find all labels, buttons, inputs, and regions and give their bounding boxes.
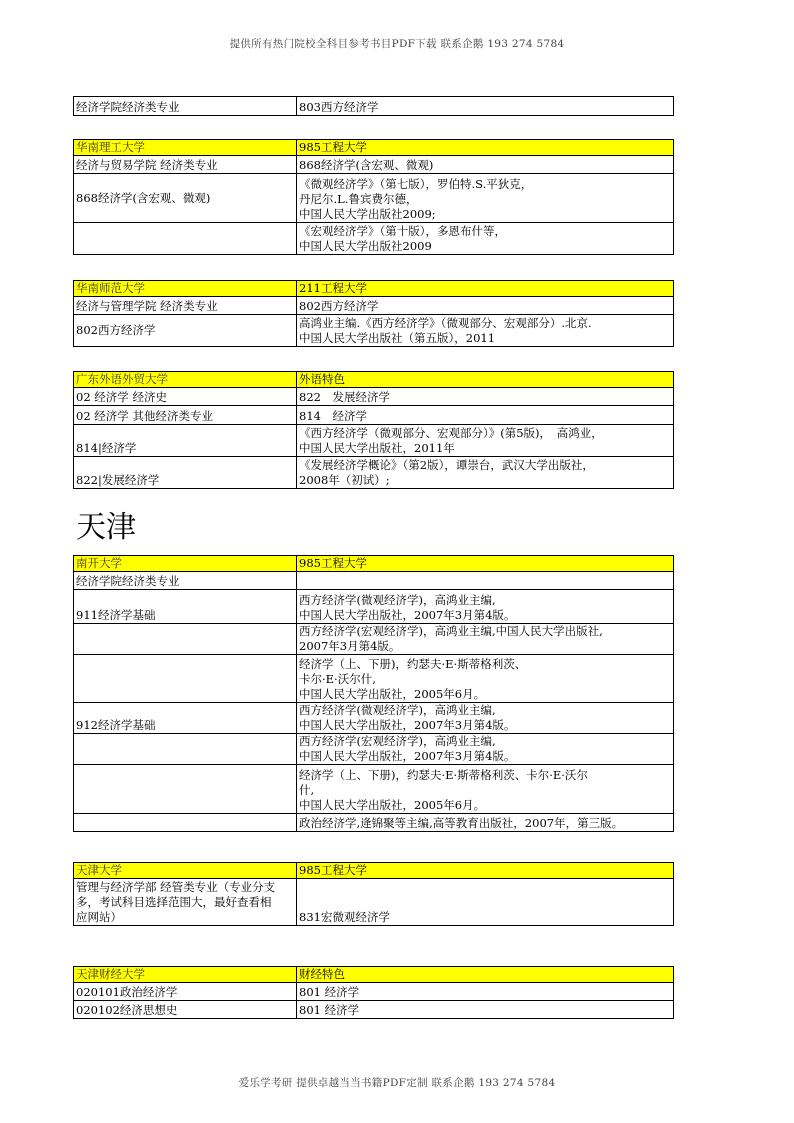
- book-cell: 814 经济学: [297, 406, 674, 425]
- table-row: [74, 734, 674, 765]
- major-cell: 020102经济思想史: [74, 1001, 297, 1019]
- book-cell: 822 发展经济学: [297, 388, 674, 406]
- book-cell: 802西方经济学: [297, 297, 674, 315]
- school-name: 天津财经大学: [74, 967, 297, 983]
- table-row: [74, 655, 674, 703]
- table-row: [74, 590, 674, 624]
- table-row: [74, 174, 674, 223]
- book-cell: 经济学（上、下册)，约瑟夫·E·斯蒂格利茨、 卡尔·E·沃尔什, 中国人民大学出版社，2005年6月。: [297, 655, 674, 703]
- table-nankai: [73, 555, 674, 832]
- table-section-0: [73, 96, 674, 116]
- school-tag: 985工程大学: [297, 863, 674, 879]
- table-row: [74, 814, 674, 832]
- book-cell: 西方经济学(微观经济学)，高鸿业主编, 中国人民大学出版社，2007年3月第4版。: [297, 703, 674, 734]
- major-cell: 管理与经济学部 经管类专业（专业分支 多，考试科目选择范围大，最好查看相 应网站）: [74, 879, 297, 926]
- book-cell: 801 经济学: [297, 1001, 674, 1019]
- table-row: [74, 1001, 674, 1019]
- school-name: 广东外语外贸大学: [74, 372, 297, 388]
- book-cell: 《微观经济学》（第七版），罗伯特.S.平狄克， 丹尼尔.L.鲁宾费尔德， 中国人民大学出版社2009;: [297, 174, 674, 223]
- subject-cell: [74, 765, 297, 814]
- major-cell: 02 经济学 其他经济类专业: [74, 406, 297, 425]
- table-scut: [73, 139, 674, 255]
- major-cell: 经济学院经济类专业: [74, 97, 297, 116]
- major-cell: 经济学院经济类专业: [74, 572, 297, 590]
- school-header-row: [74, 556, 674, 572]
- book-cell: 西方经济学(宏观经济学)，高鸿业主编,中国人民大学出版社, 2007年3月第4版。: [297, 624, 674, 655]
- book-cell: 831宏微观经济学: [297, 879, 674, 926]
- school-header-row: [74, 281, 674, 297]
- subject-cell: 802西方经济学: [74, 315, 297, 347]
- subject-cell: [74, 223, 297, 255]
- major-cell: 020101政治经济学: [74, 983, 297, 1001]
- major-cell: 02 经济学 经济史: [74, 388, 297, 406]
- book-cell: 803西方经济学: [297, 97, 674, 116]
- table-row: [74, 156, 674, 174]
- table-row: [74, 315, 674, 347]
- table-row: [74, 765, 674, 814]
- table-scnu: [73, 280, 674, 347]
- book-cell: 高鸿业主编.《西方经济学》（微观部分、宏观部分）.北京. 中国人民大学出版社（第五版），2011: [297, 315, 674, 347]
- table-row: [74, 572, 674, 590]
- book-cell: 西方经济学(微观经济学)，高鸿业主编, 中国人民大学出版社，2007年3月第4版。: [297, 590, 674, 624]
- subject-cell: [74, 655, 297, 703]
- school-tag: 财经特色: [297, 967, 674, 983]
- table-gdufs: [73, 371, 674, 489]
- table-row: [74, 879, 674, 926]
- school-name: 南开大学: [74, 556, 297, 572]
- book-cell: 868经济学(含宏观、微观): [297, 156, 674, 174]
- book-cell: [297, 572, 674, 590]
- subject-cell: 868经济学(含宏观、微观): [74, 174, 297, 223]
- book-cell: 《西方经济学（微观部分、宏观部分）》(第5版)， 高鸿业， 中国人民大学出版社，2011年: [297, 425, 674, 457]
- school-header-row: [74, 967, 674, 983]
- table-tjufe: [73, 966, 674, 1019]
- subject-cell: [74, 624, 297, 655]
- school-name: 华南师范大学: [74, 281, 297, 297]
- table-row: [74, 425, 674, 457]
- school-tag: 985工程大学: [297, 556, 674, 572]
- school-tag: 985工程大学: [297, 140, 674, 156]
- school-name: 天津大学: [74, 863, 297, 879]
- table-row: [74, 703, 674, 734]
- book-cell: 《宏观经济学》（第十版），多恩布什等， 中国人民大学出版社2009: [297, 223, 674, 255]
- school-tag: 211工程大学: [297, 281, 674, 297]
- table-row: [74, 388, 674, 406]
- major-cell: 经济与贸易学院 经济类专业: [74, 156, 297, 174]
- table-row: [74, 406, 674, 425]
- table-row: [74, 223, 674, 255]
- subject-cell: 912经济学基础: [74, 703, 297, 734]
- major-cell: 经济与管理学院 经济类专业: [74, 297, 297, 315]
- book-cell: 《发展经济学概论》（第2版），谭崇台，武汉大学出版社， 2008年（初试）;: [297, 457, 674, 489]
- school-header-row: [74, 140, 674, 156]
- book-cell: 政治经济学,逄锦聚等主编,高等教育出版社，2007年，第三版。: [297, 814, 674, 832]
- book-cell: 801 经济学: [297, 983, 674, 1001]
- subject-cell: 911经济学基础: [74, 590, 297, 624]
- table-row: [74, 97, 674, 116]
- table-row: [74, 624, 674, 655]
- subject-cell: [74, 814, 297, 832]
- city-heading: 天津: [76, 510, 136, 545]
- school-name: 华南理工大学: [74, 140, 297, 156]
- subject-cell: 814|经济学: [74, 425, 297, 457]
- table-tju: [73, 862, 674, 926]
- table-row: [74, 983, 674, 1001]
- table-row: [74, 297, 674, 315]
- school-header-row: [74, 863, 674, 879]
- page-header: 提供所有热门院校全科目参考书目PDF下载 联系企鹅 193 274 5784: [229, 38, 565, 50]
- book-cell: 西方经济学(宏观经济学)，高鸿业主编, 中国人民大学出版社，2007年3月第4版。: [297, 734, 674, 765]
- subject-cell: [74, 734, 297, 765]
- school-header-row: [74, 372, 674, 388]
- page-footer: 爱乐学考研 提供卓越当当书籍PDF定制 联系企鹅 193 274 5784: [238, 1077, 556, 1089]
- school-tag: 外语特色: [297, 372, 674, 388]
- table-row: [74, 457, 674, 489]
- book-cell: 经济学（上、下册)，约瑟夫·E·斯蒂格利茨、卡尔·E·沃尔 什, 中国人民大学出版社，2005年6月。: [297, 765, 674, 814]
- subject-cell: 822|发展经济学: [74, 457, 297, 489]
